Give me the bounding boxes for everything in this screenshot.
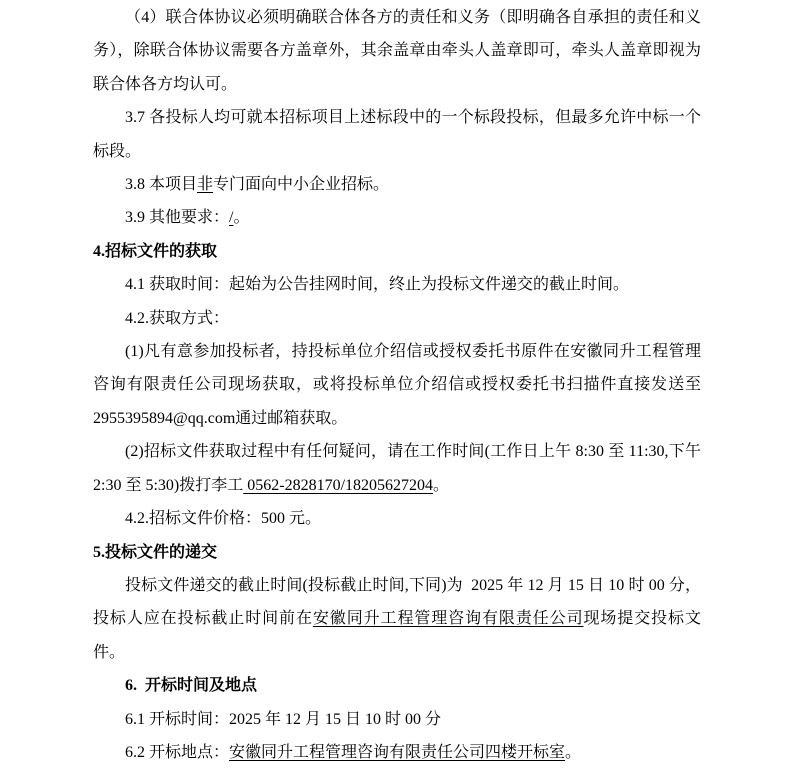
item-3-9-pre: 3.9 其他要求： [125,209,230,227]
heading-section-6: 6. 开标时间及地点 [125,677,258,695]
item-3-8-underlined-text: 非 [197,176,214,194]
item-4-1: 4.1 获取时间：起始为公告挂网时间，终止为投标文件递交的截止时间。 [125,276,630,294]
item-4-2-sub2-post: 。 [433,476,450,494]
item-3-9-underlined-text: / [229,209,234,227]
paragraph-5-deadline [93,569,701,669]
paragraph-joint-venture-4: （4）联合体协议必须明确联合体各方的责任和义务（即明确各自承担的责任和义务），除联合体协议需要各方盖章外，其余盖章由牵头人盖章即可，牵头人盖章即视为联合体各方均认可。 [93,9,701,93]
item-6-1: 6.1 开标时间：2025 年 12 月 15 日 10 时 00 分 [125,710,442,728]
item-6-2-pre: 6.2 开标地点： [125,743,230,761]
paragraph-5-pre: 投标文件递交的截止时间(投标截止时间,下同)为 2025 年 12 月 15 日 10 时 00 分，投标人应在投标截止时间前在 [93,576,701,628]
item-3-7: 3.7 各投标人均可就本招标项目上述标段中的一个标段投标，但最多允许中标一个标段。 [93,109,701,160]
item-3-8-pre: 3.8 本项目 [125,176,198,194]
item-3-9-post: 。 [233,209,250,227]
item-6-2-post: 。 [565,743,582,761]
paragraph-5-post: 现场提交投标文件。 [93,610,701,661]
paragraph-5-company-underlined: 安徽同升工程管理咨询有限责任公司 [312,610,584,628]
heading-section-4: 4.招标文件的获取 [93,242,218,260]
item-4-2-method: 4.2.获取方式： [125,309,230,327]
item-4-2-price: 4.2.招标文件价格：500 元。 [125,510,322,528]
item-3-8 [93,168,701,201]
item-4-2-sub1: (1)凡有意参加投标者，持投标单位介绍信或授权委托书原件在安徽同升工程管理咨询有限责任公司现场获取，或将投标单位介绍信或授权委托书扫描件直接发送至2955395894@qq.com通过邮箱获取。 [93,343,701,427]
item-6-2-location-underlined: 安徽同升工程管理咨询有限责任公司四楼开标室 [229,743,566,761]
item-4-2-sub2-phone-underlined: 0562-2828170/18205627204 [243,476,434,494]
item-3-9 [93,201,701,234]
item-4-2-sub2-pre: (2)招标文件获取过程中有任何疑问，请在工作时间(工作日上午 8:30 至 11:30,下午 2:30 至 5:30)拨打李工 [93,443,705,494]
item-4-2-sub2 [93,435,705,502]
heading-section-5: 5.投标文件的递交 [93,543,218,561]
item-3-8-post: 专门面向中小企业招标。 [213,176,390,194]
item-6-2 [93,736,701,769]
